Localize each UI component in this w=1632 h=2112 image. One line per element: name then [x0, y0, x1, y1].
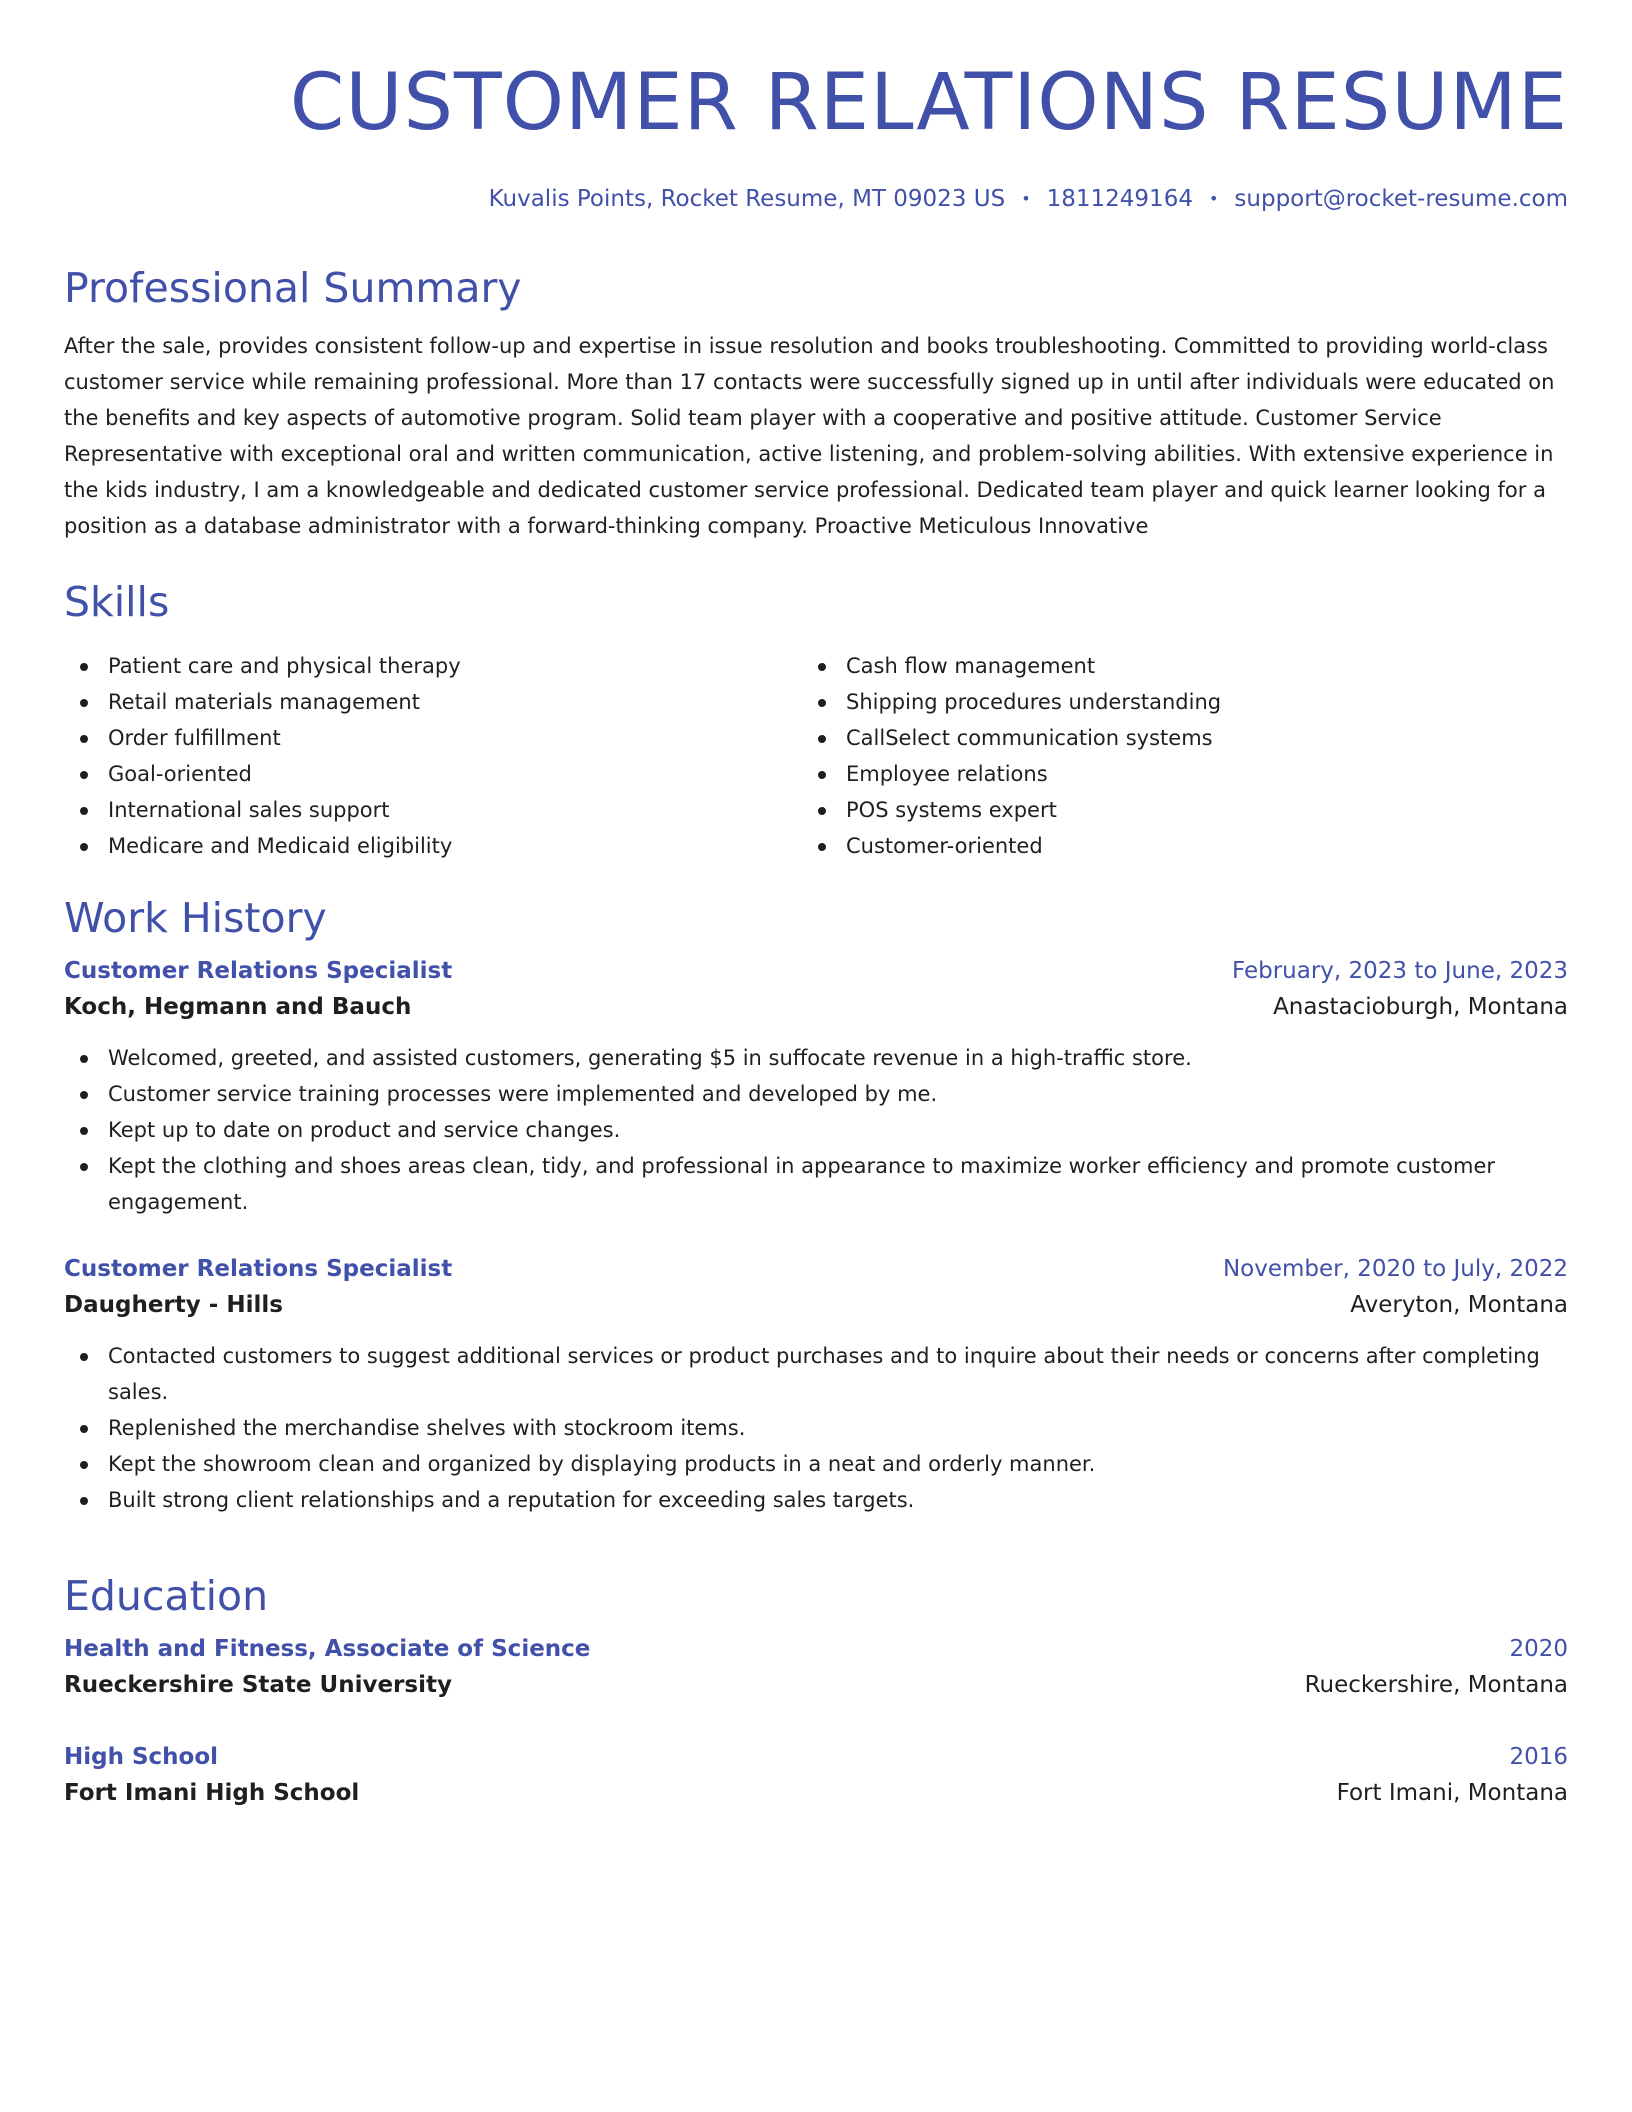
job-company-row [64, 1286, 1568, 1324]
job-company-row [64, 988, 1568, 1026]
job-dates: November, 2020 to July, 2022 [1222, 1256, 1568, 1282]
education-location: Fort Imani, Montana [1336, 1780, 1568, 1806]
job-bullet: Kept the showroom clean and organized by displaying products in a neat and orderly manner. [64, 1446, 1568, 1482]
separator-dot: • [1208, 189, 1219, 208]
skills-section [64, 576, 1568, 864]
contact-email: support@rocket-resume.com [1234, 186, 1568, 212]
skill-item: Employee relations [802, 756, 1540, 792]
skill-item: Cash flow management [802, 648, 1540, 684]
job-company: Daugherty - Hills [64, 1292, 283, 1318]
contact-address: Kuvalis Points, Rocket Resume, MT 09023 US [488, 186, 1006, 212]
job-company: Koch, Hegmann and Bauch [64, 994, 412, 1020]
education-section [64, 1570, 1568, 1812]
section-title-work: Work History [64, 894, 327, 942]
job-bullet: Kept up to date on product and service changes. [64, 1112, 1568, 1148]
job-title: Customer Relations Specialist [64, 958, 453, 984]
education-degree: Health and Fitness, Associate of Science [64, 1636, 591, 1662]
job-entry [64, 954, 1568, 1220]
education-school-row [64, 1774, 1568, 1812]
job-bullets [64, 1040, 1568, 1220]
work-history-section [64, 892, 1568, 1518]
education-header-row [64, 1632, 1568, 1666]
job-bullets [64, 1338, 1568, 1518]
job-header-row [64, 1252, 1568, 1286]
education-degree: High School [64, 1744, 219, 1770]
skill-item: Goal-oriented [64, 756, 802, 792]
job-bullet: Built strong client relationships and a reputation for exceeding sales targets. [64, 1482, 1568, 1518]
section-title-summary: Professional Summary [64, 264, 522, 312]
job-bullet: Replenished the merchandise shelves with stockroom items. [64, 1410, 1568, 1446]
skill-item: CallSelect communication systems [802, 720, 1540, 756]
skills-columns [64, 648, 1568, 864]
job-bullet: Kept the clothing and shoes areas clean, tidy, and professional in appearance to maximize worker efficiency and promote customer engagement. [64, 1148, 1568, 1220]
job-entry [64, 1252, 1568, 1518]
skill-item: International sales support [64, 792, 802, 828]
skill-item: POS systems expert [802, 792, 1540, 828]
section-title-skills: Skills [64, 578, 170, 626]
skills-right-list [802, 648, 1540, 864]
skill-item: Patient care and physical therapy [64, 648, 802, 684]
resume-title: CUSTOMER RELATIONS RESUME [289, 58, 1568, 148]
education-entry [64, 1740, 1568, 1812]
job-bullet: Customer service training processes were implemented and developed by me. [64, 1076, 1568, 1112]
skills-left-list [64, 648, 802, 864]
education-year: 2020 [1509, 1636, 1568, 1662]
skill-item: Order fulfillment [64, 720, 802, 756]
job-header-row [64, 954, 1568, 988]
education-location: Rueckershire, Montana [1304, 1672, 1568, 1698]
separator-dot: • [1021, 189, 1031, 208]
job-bullet: Contacted customers to suggest additional services or product purchases and to inquire about their needs or concerns after completing sales. [64, 1338, 1568, 1410]
education-school: Fort Imani High School [64, 1780, 360, 1806]
skill-item: Medicare and Medicaid eligibility [64, 828, 802, 864]
education-year: 2016 [1509, 1744, 1568, 1770]
job-title: Customer Relations Specialist [64, 1256, 453, 1282]
section-title-education: Education [64, 1572, 269, 1620]
job-location: Averyton, Montana [1350, 1292, 1568, 1318]
skill-item: Retail materials management [64, 684, 802, 720]
job-dates: February, 2023 to June, 2023 [1231, 958, 1568, 984]
job-location: Anastacioburgh, Montana [1273, 994, 1568, 1020]
education-school: Rueckershire State University [64, 1672, 452, 1698]
education-header-row [64, 1740, 1568, 1774]
summary-section [64, 262, 1568, 544]
contact-line [64, 184, 1568, 214]
contact-phone: 1811249164 [1046, 186, 1193, 212]
education-entry [64, 1632, 1568, 1704]
education-school-row [64, 1666, 1568, 1704]
job-bullet: Welcomed, greeted, and assisted customers, generating $5 in suffocate revenue in a high-traffic store. [64, 1040, 1568, 1076]
skill-item: Customer-oriented [802, 828, 1540, 864]
skill-item: Shipping procedures understanding [802, 684, 1540, 720]
summary-text: After the sale, provides consistent follow-up and expertise in issue resolution and books troubleshooting. Committed to providing world-class customer service while remaining professional. More than 17 contacts were successfully signed up in until after individuals were educated on the benefits and key aspects of automotive program. Solid team player with a cooperative and positive attitude. Customer Service Representative with exceptional oral and written communication, active listening, and problem-solving abilities. With extensive experience in the kids industry, I am a knowledgeable and dedicated customer service professional. Dedicated team player and quick learner looking for a position as a database administrator with a forward-thinking company. Proactive Meticulous Innovative [64, 334, 1555, 538]
